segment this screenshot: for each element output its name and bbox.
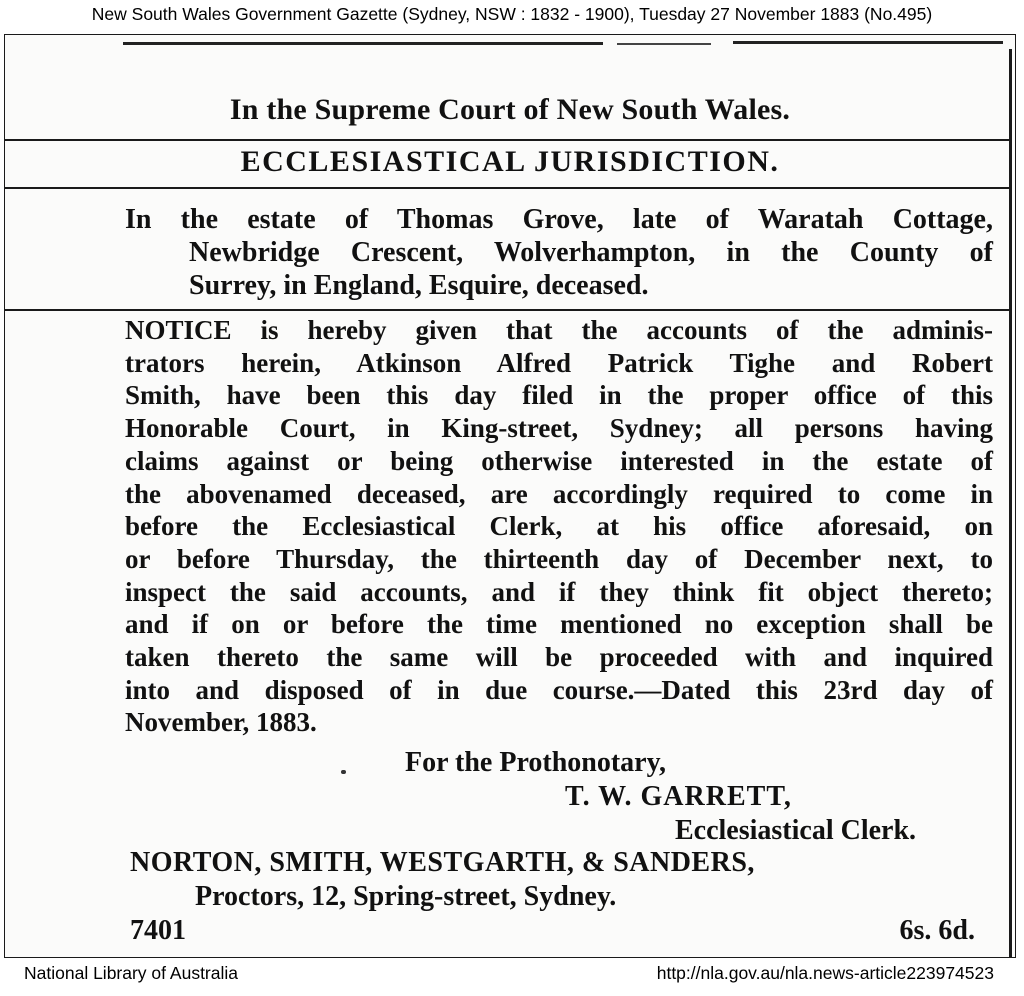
article-url: http://nla.gov.au/nla.news-article223974523 [656, 963, 994, 983]
notice-line: inspect the said accounts, and if they think fit object thereto; [125, 576, 993, 607]
estate-line: Surrey, in England, Esquire, deceased. [189, 270, 649, 301]
notice-number: 7401 [130, 915, 186, 946]
proctors-firm: NORTON, SMITH, WESTGARTH, & SANDERS, [130, 847, 755, 878]
notice-line: claims against or being otherwise interested in the estate of [125, 445, 993, 476]
top-rule [123, 42, 603, 45]
court-title: In the Supreme Court of New South Wales. [229, 93, 791, 126]
print-speck [341, 770, 346, 774]
notice-price: 6s. 6d. [899, 915, 975, 946]
notice-line: NOTICE is hereby given that the accounts of the adminis- [125, 315, 993, 345]
notice-body [125, 314, 993, 739]
notice-line: taken thereto the same will be proceeded with and inquired [125, 642, 993, 673]
proctors-address: Proctors, 12, Spring-street, Sydney. [195, 881, 617, 912]
estate-line: Newbridge Crescent, Wolverhampton, in the County of [189, 237, 993, 268]
signoff-for-line: For the Prothonotary, [405, 747, 667, 778]
jurisdiction-heading: ECCLESIASTICAL JURISDICTION. [240, 145, 780, 178]
gazette-source-caption: New South Wales Government Gazette (Sydney, NSW : 1832 - 1900), Tuesday 27 November 1883 (No.495) [91, 4, 933, 24]
estate-line: In the estate of Thomas Grove, late of Waratah Cottage, [125, 204, 993, 235]
library-credit: National Library of Australia [24, 963, 238, 983]
notice-line: and if on or before the time mentioned no exception shall be [125, 609, 993, 640]
right-column-rule [1009, 49, 1012, 957]
notice-line: trators herein, Atkinson Alfred Patrick Tighe and Robert [125, 347, 993, 378]
section-divider [5, 187, 1009, 189]
signatory-title: Ecclesiastical Clerk. [675, 815, 917, 846]
estate-heading [125, 203, 993, 302]
signatory-name: T. W. GARRETT, [565, 781, 792, 812]
gazette-clipping [4, 34, 1016, 958]
top-rule-fragment [617, 43, 711, 45]
notice-line: into and disposed of in due course.—Dated this 23rd day of [125, 674, 993, 705]
notice-line: Honorable Court, in King-street, Sydney; all persons having [125, 413, 993, 444]
notice-line: Smith, have been this day filed in the proper office of this [125, 380, 993, 411]
section-divider [5, 309, 1009, 311]
notice-line: the abovenamed deceased, are accordingly required to come in [125, 478, 993, 509]
top-rule-right [733, 41, 1003, 44]
section-divider [5, 139, 1009, 141]
notice-line: before the Ecclesiastical Clerk, at his office aforesaid, on [125, 511, 993, 542]
notice-line: November, 1883. [125, 707, 317, 738]
notice-line: or before Thursday, the thirteenth day of December next, to [125, 543, 993, 574]
